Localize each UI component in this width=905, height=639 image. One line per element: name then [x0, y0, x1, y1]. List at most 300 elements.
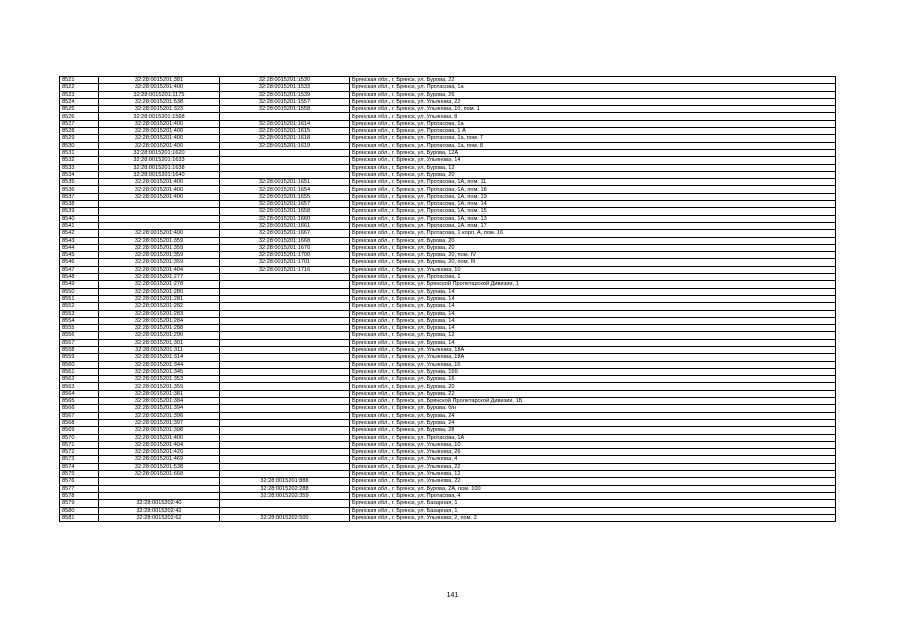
object-cadastral-cell	[220, 405, 350, 412]
land-plot-cadastral-cell: 32:28:0015201:400	[99, 135, 220, 142]
row-number-cell: 8533	[60, 164, 99, 171]
land-plot-cadastral-cell: 32:28:0015201:400	[99, 186, 220, 193]
row-number-cell: 8548	[60, 274, 99, 281]
row-number-cell: 8557	[60, 339, 99, 346]
table-row	[60, 113, 836, 120]
land-plot-cadastral-cell: 32:28:0015201:381	[99, 77, 220, 84]
table-row	[60, 383, 836, 390]
land-plot-cadastral-cell: 32:28:0015201:400	[99, 230, 220, 237]
address-cell: Брянская обл., г. Брянск, ул. Протасова, 1а, пом. 8	[350, 142, 836, 149]
row-number-cell: 8525	[60, 106, 99, 113]
address-cell: Брянская обл., г. Брянск, ул. Бурова, 12	[350, 164, 836, 171]
object-cadastral-cell	[220, 500, 350, 507]
table-row	[60, 142, 836, 149]
table-row	[60, 485, 836, 492]
table-row	[60, 405, 836, 412]
object-cadastral-cell	[220, 295, 350, 302]
row-number-cell: 8535	[60, 179, 99, 186]
address-cell: Брянская обл., г. Брянск, ул. Протасова, 1А	[350, 434, 836, 441]
object-cadastral-cell	[220, 113, 350, 120]
land-plot-cadastral-cell: 32:28:0015201:281	[99, 295, 220, 302]
object-cadastral-cell	[220, 171, 350, 178]
table-row	[60, 164, 836, 171]
address-cell: Брянская обл., г. Брянск, ул. Базарная, 1	[350, 507, 836, 514]
row-number-cell: 8545	[60, 252, 99, 259]
table-row	[60, 478, 836, 485]
object-cadastral-cell: 32:28:0015201:1619	[220, 142, 350, 149]
row-number-cell: 8574	[60, 463, 99, 470]
land-plot-cadastral-cell: 32:28:0015201:345	[99, 368, 220, 375]
object-cadastral-cell	[220, 412, 350, 419]
land-plot-cadastral-cell: 32:28:0015201:400	[99, 193, 220, 200]
land-plot-cadastral-cell: 32:28:0015201:1175	[99, 91, 220, 98]
object-cadastral-cell: 32:28:0015201:1658	[220, 208, 350, 215]
address-cell: Брянская обл., г. Брянск, ул. Ульянова, 10	[350, 266, 836, 273]
table-row	[60, 398, 836, 405]
land-plot-cadastral-cell: 32:28:0015201:359	[99, 383, 220, 390]
address-cell: Брянская обл., г. Брянск, ул. Протасова, 1А, пом. 11	[350, 179, 836, 186]
address-cell: Брянская обл., г. Брянск, ул. Бурова, 14	[350, 303, 836, 310]
table-row	[60, 91, 836, 98]
row-number-cell: 8571	[60, 441, 99, 448]
object-cadastral-cell: 32:28:0015201:1615	[220, 128, 350, 135]
row-number-cell: 8550	[60, 288, 99, 295]
land-plot-cadastral-cell: 32:28:0015201:404	[99, 266, 220, 273]
address-cell: Брянская обл., г. Брянск, ул. Бурова, 14	[350, 288, 836, 295]
address-cell: Брянская обл., г. Брянск, ул. Бурова, 2А, пом. 100	[350, 485, 836, 492]
land-plot-cadastral-cell: 32:28:0015201:323	[99, 106, 220, 113]
land-plot-cadastral-cell: 32:28:0015201:359	[99, 237, 220, 244]
row-number-cell: 8559	[60, 354, 99, 361]
row-number-cell: 8560	[60, 361, 99, 368]
land-plot-cadastral-cell	[99, 485, 220, 492]
table-row	[60, 456, 836, 463]
object-cadastral-cell	[220, 354, 350, 361]
object-cadastral-cell	[220, 376, 350, 383]
address-cell: Брянская обл., г. Брянск, ул. Бурова, 24	[350, 419, 836, 426]
address-cell: Брянская обл., г. Брянск, ул. Бурова, 20	[350, 237, 836, 244]
address-cell: Брянская обл., г. Брянск, ул. Брянской Пролетарской Дивизии, 1	[350, 281, 836, 288]
land-plot-cadastral-cell: 32:28:0015201:1568	[99, 113, 220, 120]
object-cadastral-cell: 32:28:0015201:1530	[220, 77, 350, 84]
land-plot-cadastral-cell	[99, 208, 220, 215]
land-plot-cadastral-cell: 32:28:0015201:400	[99, 142, 220, 149]
object-cadastral-cell: 32:28:0015201:1654	[220, 186, 350, 193]
object-cadastral-cell: 32:28:0015201:1667	[220, 230, 350, 237]
table-row	[60, 303, 836, 310]
table-row	[60, 346, 836, 353]
address-cell: Брянская обл., г. Брянск, ул. Протасова, 1	[350, 274, 836, 281]
row-number-cell: 8529	[60, 135, 99, 142]
table-row	[60, 128, 836, 135]
row-number-cell: 8570	[60, 434, 99, 441]
object-cadastral-cell	[220, 317, 350, 324]
table-row	[60, 106, 836, 113]
object-cadastral-cell	[220, 383, 350, 390]
table-row	[60, 237, 836, 244]
land-plot-cadastral-cell: 32:28:0015201:288	[99, 325, 220, 332]
table-row	[60, 310, 836, 317]
row-number-cell: 8581	[60, 514, 99, 521]
row-number-cell: 8552	[60, 303, 99, 310]
object-cadastral-cell	[220, 164, 350, 171]
address-cell: Брянская обл., г. Брянск, ул. Протасова, 1а, пом. 7	[350, 135, 836, 142]
address-cell: Брянская обл., г. Брянск, ул. Бурова, 28	[350, 427, 836, 434]
row-number-cell: 8561	[60, 368, 99, 375]
object-cadastral-cell: 32:28:0015201:1651	[220, 179, 350, 186]
address-cell: Брянская обл., г. Брянск, ул. Ульянова, 12	[350, 471, 836, 478]
table-row	[60, 215, 836, 222]
table-row	[60, 507, 836, 514]
row-number-cell: 8539	[60, 208, 99, 215]
object-cadastral-cell	[220, 471, 350, 478]
address-cell: Брянская обл., г. Брянск, ул. Протасова, 1А, пом. 13	[350, 215, 836, 222]
land-plot-cadastral-cell: 32:28:0015201:538	[99, 463, 220, 470]
land-plot-cadastral-cell: 32:28:0015201:396	[99, 412, 220, 419]
table-row	[60, 179, 836, 186]
row-number-cell: 8524	[60, 98, 99, 105]
object-cadastral-cell: 32:28:0015201:1657	[220, 201, 350, 208]
address-cell: Брянская обл., г. Брянск, ул. Базарная, 1	[350, 500, 836, 507]
object-cadastral-cell: 32:28:0015201:1533	[220, 84, 350, 91]
address-cell: Брянская обл., г. Брянск, ул. Ульянова, 22	[350, 478, 836, 485]
table-row	[60, 120, 836, 127]
table-row	[60, 222, 836, 229]
address-cell: Брянская обл., г. Брянск, ул. Бурова, 22	[350, 77, 836, 84]
row-number-cell: 8544	[60, 244, 99, 251]
land-plot-cadastral-cell: 32:28:0015201:314	[99, 354, 220, 361]
address-cell: Брянская обл., г. Брянск, ул. Бурова, 22	[350, 390, 836, 397]
object-cadastral-cell: 32:28:0015201:1716	[220, 266, 350, 273]
address-cell: Брянская обл., г. Брянск, ул. Бурова, 12А	[350, 149, 836, 156]
object-cadastral-cell: 32:28:0015201:1660	[220, 215, 350, 222]
address-cell: Брянская обл., г. Брянск, ул. Бурова, 20, пом. III	[350, 259, 836, 266]
address-cell: Брянская обл., г. Брянск, ул. Ульянова, 26	[350, 449, 836, 456]
object-cadastral-cell	[220, 441, 350, 448]
address-cell: Брянская обл., г. Брянск, ул. Протасова, 1А, пом. 18	[350, 186, 836, 193]
table-row	[60, 244, 836, 251]
object-cadastral-cell: 32:28:0015202:288	[220, 485, 350, 492]
table-row	[60, 281, 836, 288]
land-plot-cadastral-cell: 32:28:0015201:381	[99, 390, 220, 397]
land-plot-cadastral-cell: 32:28:0015201:1620	[99, 149, 220, 156]
address-cell: Брянская обл., г. Брянск, ул. Протасова, 1А, пом. 17	[350, 222, 836, 229]
land-plot-cadastral-cell: 32:28:0015201:394	[99, 405, 220, 412]
table-row	[60, 471, 836, 478]
object-cadastral-cell	[220, 434, 350, 441]
address-cell: Брянская обл., г. Брянск, ул. Бурова, б/н	[350, 405, 836, 412]
object-cadastral-cell	[220, 332, 350, 339]
land-plot-cadastral-cell: 32:28:0015201:400	[99, 84, 220, 91]
land-plot-cadastral-cell: 32:28:0015201:400	[99, 120, 220, 127]
table-row	[60, 186, 836, 193]
row-number-cell: 8568	[60, 419, 99, 426]
land-plot-cadastral-cell: 32:28:0015202:62	[99, 514, 220, 521]
table-row	[60, 368, 836, 375]
object-cadastral-cell: 32:28:0015201:1558	[220, 106, 350, 113]
address-cell: Брянская обл., г. Брянск, ул. Бурова, 20	[350, 383, 836, 390]
address-cell: Брянская обл., г. Брянск, ул. Ульянова, 14	[350, 157, 836, 164]
table-row	[60, 332, 836, 339]
land-plot-cadastral-cell	[99, 492, 220, 499]
table-row	[60, 492, 836, 499]
land-plot-cadastral-cell: 32:28:0015201:301	[99, 339, 220, 346]
row-number-cell: 8543	[60, 237, 99, 244]
object-cadastral-cell	[220, 456, 350, 463]
object-cadastral-cell	[220, 361, 350, 368]
address-cell: Брянская обл., г. Брянск, ул. Протасова, 4	[350, 492, 836, 499]
row-number-cell: 8527	[60, 120, 99, 127]
row-number-cell: 8540	[60, 215, 99, 222]
land-plot-cadastral-cell: 32:28:0015201:283	[99, 310, 220, 317]
object-cadastral-cell: 32:28:0015201:1668	[220, 237, 350, 244]
row-number-cell: 8566	[60, 405, 99, 412]
object-cadastral-cell: 32:28:0015201:1655	[220, 193, 350, 200]
object-cadastral-cell: 32:28:0015201:1539	[220, 91, 350, 98]
table-row	[60, 339, 836, 346]
address-cell: Брянская обл., г. Брянск, ул. Ульянова, 18А	[350, 346, 836, 353]
row-number-cell: 8530	[60, 142, 99, 149]
row-number-cell: 8558	[60, 346, 99, 353]
land-plot-cadastral-cell: 32:28:0015201:311	[99, 346, 220, 353]
land-plot-cadastral-cell: 32:28:0015201:538	[99, 98, 220, 105]
land-plot-cadastral-cell: 32:28:0015201:278	[99, 281, 220, 288]
table-row	[60, 361, 836, 368]
land-plot-cadastral-cell: 32:28:0015201:1638	[99, 164, 220, 171]
row-number-cell: 8526	[60, 113, 99, 120]
row-number-cell: 8546	[60, 259, 99, 266]
address-cell: Брянская обл., г. Брянск, ул. Протасова, 1А, пом. 14	[350, 201, 836, 208]
address-cell: Брянская обл., г. Брянск, ул. Брянской Пролетарской Дивизии, 1Б	[350, 398, 836, 405]
address-cell: Брянская обл., г. Брянск, ул. Протасова, 1А, пом. 15	[350, 208, 836, 215]
address-cell: Брянская обл., г. Брянск, ул. Бурова, 12	[350, 332, 836, 339]
table-row	[60, 514, 836, 521]
row-number-cell: 8547	[60, 266, 99, 273]
row-number-cell: 8579	[60, 500, 99, 507]
table-row	[60, 149, 836, 156]
address-cell: Брянская обл., г. Брянск, ул. Бурова, 20	[350, 171, 836, 178]
object-cadastral-cell: 32:28:0015201:1614	[220, 120, 350, 127]
object-cadastral-cell	[220, 346, 350, 353]
object-cadastral-cell	[220, 419, 350, 426]
land-plot-cadastral-cell: 32:28:0015201:284	[99, 317, 220, 324]
address-cell: Брянская обл., г. Брянск, ул. Бурова, 20, пом. IV	[350, 252, 836, 259]
address-cell: Брянская обл., г. Брянск, ул. Протасова, 1а	[350, 120, 836, 127]
row-number-cell: 8567	[60, 412, 99, 419]
address-cell: Брянская обл., г. Брянск, ул. Ульянова, 10, пом. 1	[350, 106, 836, 113]
table-row	[60, 288, 836, 295]
row-number-cell: 8577	[60, 485, 99, 492]
object-cadastral-cell	[220, 463, 350, 470]
object-cadastral-cell	[220, 325, 350, 332]
row-number-cell: 8563	[60, 383, 99, 390]
table-row	[60, 325, 836, 332]
object-cadastral-cell	[220, 157, 350, 164]
land-plot-cadastral-cell: 32:28:0015201:400	[99, 128, 220, 135]
land-plot-cadastral-cell	[99, 215, 220, 222]
table-row	[60, 419, 836, 426]
table-row	[60, 208, 836, 215]
table-row	[60, 252, 836, 259]
address-cell: Брянская обл., г. Брянск, ул. Ульянова, 18А	[350, 354, 836, 361]
address-cell: Брянская обл., г. Брянск, ул. Ульянова, 22	[350, 98, 836, 105]
object-cadastral-cell	[220, 427, 350, 434]
address-cell: Брянская обл., г. Брянск, ул. Бурова, 14	[350, 325, 836, 332]
land-plot-cadastral-cell: 32:28:0015201:282	[99, 303, 220, 310]
row-number-cell: 8578	[60, 492, 99, 499]
land-plot-cadastral-cell: 32:28:0015201:469	[99, 456, 220, 463]
table-row	[60, 171, 836, 178]
land-plot-cadastral-cell: 32:28:0015201:344	[99, 361, 220, 368]
object-cadastral-cell: 32:28:0015201:1618	[220, 135, 350, 142]
cadastral-table	[59, 76, 836, 522]
row-number-cell: 8564	[60, 390, 99, 397]
address-cell: Брянская обл., г. Брянск, ул. Бурова, 14	[350, 339, 836, 346]
row-number-cell: 8556	[60, 332, 99, 339]
object-cadastral-cell: 32:28:0015201:1557	[220, 98, 350, 105]
land-plot-cadastral-cell	[99, 222, 220, 229]
row-number-cell: 8573	[60, 456, 99, 463]
address-cell: Брянская обл., г. Брянск, ул. Ульянова, 2, пом. 2	[350, 514, 836, 521]
land-plot-cadastral-cell: 32:28:0015201:668	[99, 471, 220, 478]
object-cadastral-cell	[220, 274, 350, 281]
object-cadastral-cell	[220, 288, 350, 295]
land-plot-cadastral-cell: 32:28:0015201:280	[99, 288, 220, 295]
land-plot-cadastral-cell: 32:28:0015201:400	[99, 434, 220, 441]
table-row	[60, 135, 836, 142]
table-body	[60, 77, 836, 522]
table-row	[60, 259, 836, 266]
table-row	[60, 441, 836, 448]
object-cadastral-cell	[220, 449, 350, 456]
address-cell: Брянская обл., г. Брянск, ул. Ульянова, 10	[350, 441, 836, 448]
table-row	[60, 449, 836, 456]
row-number-cell: 8576	[60, 478, 99, 485]
object-cadastral-cell	[220, 303, 350, 310]
table-row	[60, 390, 836, 397]
table-row	[60, 434, 836, 441]
address-cell: Брянская обл., г. Брянск, ул. Бурова, 16б	[350, 368, 836, 375]
row-number-cell: 8569	[60, 427, 99, 434]
land-plot-cadastral-cell: 32:28:0015201:359	[99, 259, 220, 266]
object-cadastral-cell	[220, 281, 350, 288]
land-plot-cadastral-cell: 32:28:0015201:384	[99, 398, 220, 405]
row-number-cell: 8522	[60, 84, 99, 91]
land-plot-cadastral-cell: 32:28:0015201:359	[99, 252, 220, 259]
object-cadastral-cell: 32:28:0015201:1701	[220, 259, 350, 266]
page-number: 141	[446, 592, 459, 599]
row-number-cell: 8562	[60, 376, 99, 383]
address-cell: Брянская обл., г. Брянск, ул. Ульянова, 8	[350, 113, 836, 120]
table-row	[60, 77, 836, 84]
row-number-cell: 8575	[60, 471, 99, 478]
land-plot-cadastral-cell: 32:28:0015201:290	[99, 332, 220, 339]
object-cadastral-cell	[220, 149, 350, 156]
land-plot-cadastral-cell: 32:28:0015202:40	[99, 500, 220, 507]
row-number-cell: 8541	[60, 222, 99, 229]
row-number-cell: 8531	[60, 149, 99, 156]
object-cadastral-cell	[220, 398, 350, 405]
land-plot-cadastral-cell	[99, 478, 220, 485]
row-number-cell: 8580	[60, 507, 99, 514]
land-plot-cadastral-cell	[99, 201, 220, 208]
address-cell: Брянская обл., г. Брянск, ул. Бурова, 24	[350, 412, 836, 419]
row-number-cell: 8554	[60, 317, 99, 324]
table-row	[60, 98, 836, 105]
row-number-cell: 8542	[60, 230, 99, 237]
table-row	[60, 500, 836, 507]
address-cell: Брянская обл., г. Брянск, ул. Протасова, 1А, пом. 19	[350, 193, 836, 200]
row-number-cell: 8532	[60, 157, 99, 164]
row-number-cell: 8523	[60, 91, 99, 98]
land-plot-cadastral-cell: 32:28:0015201:277	[99, 274, 220, 281]
land-plot-cadastral-cell: 32:28:0015201:400	[99, 179, 220, 186]
address-cell: Брянская обл., г. Брянск, ул. Протасова, 1 А	[350, 128, 836, 135]
object-cadastral-cell	[220, 390, 350, 397]
row-number-cell: 8536	[60, 186, 99, 193]
address-cell: Брянская обл., г. Брянск, ул. Протасова, 1 корп. А, пом. 16	[350, 230, 836, 237]
table-row	[60, 84, 836, 91]
table-row	[60, 412, 836, 419]
table-row	[60, 274, 836, 281]
row-number-cell: 8572	[60, 449, 99, 456]
land-plot-cadastral-cell: 32:28:0015201:1633	[99, 157, 220, 164]
object-cadastral-cell	[220, 368, 350, 375]
address-cell: Брянская обл., г. Брянск, ул. Бурова, 14	[350, 295, 836, 302]
object-cadastral-cell: 32:28:0015202:359	[220, 492, 350, 499]
land-plot-cadastral-cell: 32:28:0015201:397	[99, 419, 220, 426]
table-row	[60, 230, 836, 237]
row-number-cell: 8549	[60, 281, 99, 288]
object-cadastral-cell: 32:28:0015201:888	[220, 478, 350, 485]
address-cell: Брянская обл., г. Брянск, ул. Бурова, 16	[350, 376, 836, 383]
row-number-cell: 8521	[60, 77, 99, 84]
table-row	[60, 354, 836, 361]
land-plot-cadastral-cell: 32:28:0015201:404	[99, 441, 220, 448]
address-cell: Брянская обл., г. Брянск, ул. Ульянова, 4	[350, 456, 836, 463]
address-cell: Брянская обл., г. Брянск, ул. Бурова, 20	[350, 244, 836, 251]
row-number-cell: 8528	[60, 128, 99, 135]
table-row	[60, 376, 836, 383]
address-cell: Брянская обл., г. Брянск, ул. Ульянова, 16	[350, 361, 836, 368]
table-row	[60, 317, 836, 324]
table-row	[60, 157, 836, 164]
row-number-cell: 8551	[60, 295, 99, 302]
row-number-cell: 8553	[60, 310, 99, 317]
table-row	[60, 193, 836, 200]
land-plot-cadastral-cell: 32:28:0015202:42	[99, 507, 220, 514]
object-cadastral-cell: 32:28:0015201:1661	[220, 222, 350, 229]
address-cell: Брянская обл., г. Брянск, ул. Протасова, 1а	[350, 84, 836, 91]
land-plot-cadastral-cell: 32:28:0015201:353	[99, 376, 220, 383]
row-number-cell: 8537	[60, 193, 99, 200]
object-cadastral-cell: 32:28:0015201:1670	[220, 244, 350, 251]
land-plot-cadastral-cell: 32:28:0015201:1640	[99, 171, 220, 178]
row-number-cell: 8538	[60, 201, 99, 208]
object-cadastral-cell	[220, 339, 350, 346]
table-row	[60, 266, 836, 273]
address-cell: Брянская обл., г. Брянск, ул. Ульянова, 22	[350, 463, 836, 470]
object-cadastral-cell	[220, 507, 350, 514]
address-cell: Брянская обл., г. Брянск, ул. Бурова, 14	[350, 310, 836, 317]
table-row	[60, 295, 836, 302]
land-plot-cadastral-cell: 32:28:0015201:359	[99, 244, 220, 251]
object-cadastral-cell: 32:28:0015202:500	[220, 514, 350, 521]
table-row	[60, 427, 836, 434]
address-cell: Брянская обл., г. Брянск, ул. Бурова, 14	[350, 317, 836, 324]
row-number-cell: 8534	[60, 171, 99, 178]
object-cadastral-cell	[220, 310, 350, 317]
